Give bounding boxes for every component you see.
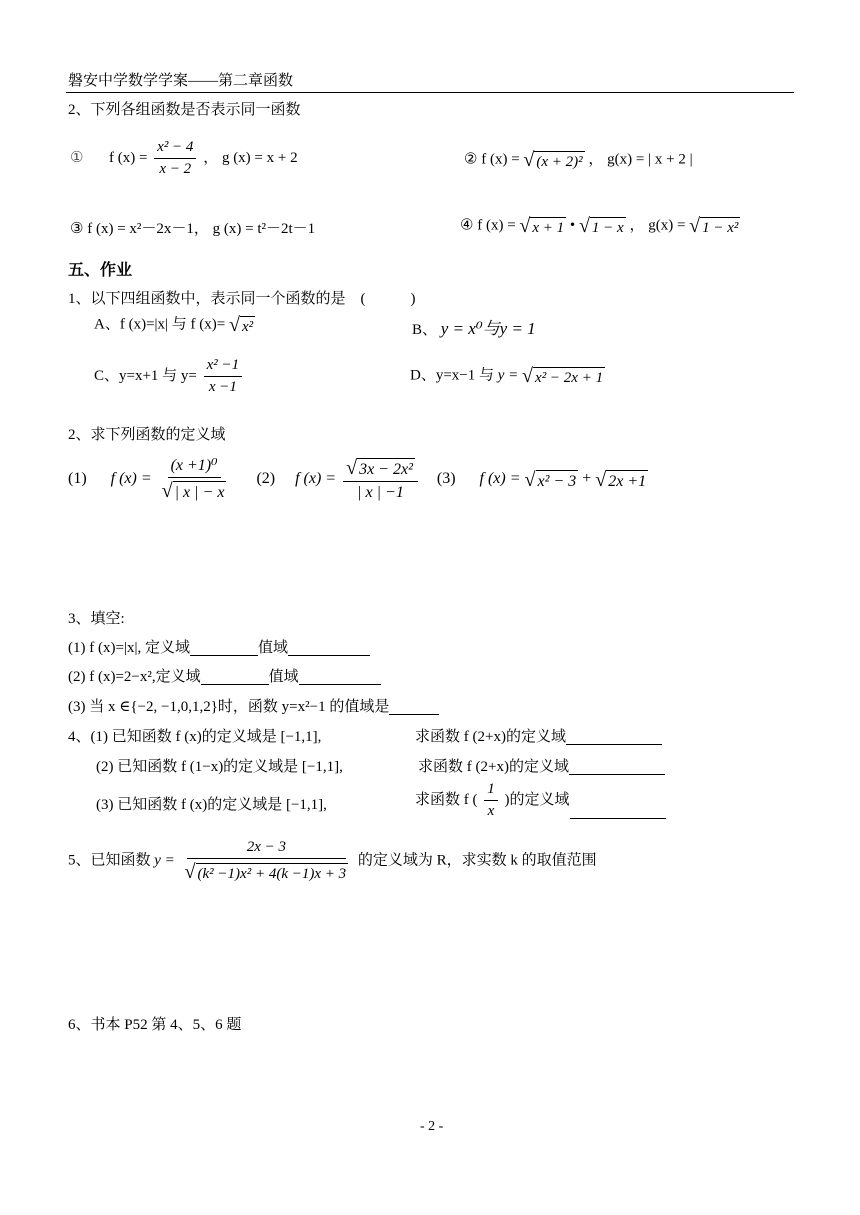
q5 — [68, 840, 597, 882]
q2-parts — [68, 458, 648, 501]
q3-l2-text-b: 值域 — [268, 669, 299, 685]
q3-stem: 3、填空: — [68, 611, 125, 627]
q4-l3-fraction — [484, 782, 498, 819]
q2-p3-plus: + — [582, 470, 592, 488]
item-4-g-label: ， g(x) = — [629, 217, 686, 234]
q2-p2-fraction — [343, 458, 418, 501]
q3-l2-text-a: (2) f (x)=2−x²,定义域 — [68, 669, 201, 685]
item-1-f-label: f (x) = — [108, 149, 148, 166]
q4-l3-blank[interactable] — [570, 818, 666, 819]
item-3-text: f (x) = x²－2x－1， g (x) = t²－2t－1 — [87, 221, 316, 237]
item-3 — [70, 222, 315, 237]
q1-c-fraction — [204, 358, 243, 395]
q1-d-label: D、y=x−1 与 — [410, 367, 495, 384]
q2-p2-denominator: | x | −1 — [357, 484, 404, 501]
q4-l3-text-c: )的定义域 — [504, 791, 570, 808]
item-1 — [70, 140, 298, 177]
item-2 — [464, 150, 693, 170]
q4-line-2 — [96, 760, 343, 775]
item-2-mark: ② — [464, 151, 478, 168]
q1-a-radical: √ x² — [228, 314, 254, 336]
q2-p2-label: (2) — [256, 470, 276, 488]
q3-line-2 — [68, 670, 381, 685]
q1-a-label: A、f (x)=|x| 与 f (x)= — [94, 316, 226, 333]
q2-p1-label: (1) — [68, 470, 87, 488]
q2-p1-fraction — [159, 458, 230, 501]
q5-tail: 的定义域为 R，求实数 k 的取值范围 — [357, 852, 597, 869]
q1-c-numerator: x² −1 — [204, 358, 243, 377]
q1-d-expr: y = — [497, 367, 519, 384]
item-1-mark: ① — [70, 149, 84, 166]
q4-l2-blank[interactable] — [569, 774, 665, 775]
q1-option-c — [94, 358, 245, 395]
q3-l1-text-b: 值域 — [257, 640, 288, 656]
q4-l3-text-a: (3) 已知函数 f (x)的定义域是 [−1,1], — [96, 797, 327, 813]
q4-line-1 — [68, 730, 321, 745]
q4-line-3-right — [415, 782, 666, 819]
q1-option-b — [412, 320, 536, 338]
q3-l3-blank[interactable] — [389, 714, 439, 715]
item-2-radical: √ (x + 2)² — [523, 149, 583, 171]
q2-p2-f: f (x) = — [295, 470, 337, 488]
q4-l3-numerator: 1 — [484, 782, 498, 801]
q5-numerator: 2x − 3 — [187, 840, 346, 859]
q5-label: 5、已知函数 — [68, 852, 151, 869]
q3-l1-text-a: (1) f (x)=|x|, 定义域 — [68, 640, 190, 656]
q3-l1-blank-domain[interactable] — [190, 655, 258, 656]
page-header: 磐安中学数学学案——第二章函数 — [68, 73, 294, 89]
q4-line-2-right — [418, 760, 665, 775]
q4-l3-text-b: 求函数 f ( — [415, 791, 478, 808]
item-1-g: ， g (x) = x + 2 — [203, 149, 298, 166]
q2-p3-label: (3) — [436, 470, 456, 488]
q4-l2-text-b: 求函数 f (2+x)的定义域 — [418, 759, 569, 775]
q1-stem: 1、以下四组函数中，表示同一个函数的是 ( ) — [68, 291, 416, 307]
q4-line-1-right — [415, 730, 662, 745]
item-4-dot: • — [569, 217, 576, 234]
q6: 6、书本 P52 第 4、5、6 题 — [68, 1017, 242, 1033]
q2-p1-denominator: √ | x | − x — [161, 480, 225, 502]
q2-p2-numerator: √ 3x − 2x² — [343, 458, 418, 482]
question-2-title: 2、下列各组函数是否表示同一函数 — [68, 102, 301, 118]
header-rule — [66, 92, 794, 93]
q3-l1-blank-range[interactable] — [288, 655, 370, 656]
q3-l2-blank-domain[interactable] — [201, 684, 269, 685]
q1-option-a — [94, 315, 255, 335]
item-4 — [460, 216, 740, 236]
item-1-fraction — [154, 140, 196, 177]
q3-l3-text: (3) 当 x ∈{−2, −1,0,1,2}时，函数 y=x²−1 的值域是 — [68, 699, 390, 715]
item-1-numerator: x² − 4 — [154, 140, 196, 159]
q3-line-3 — [68, 700, 439, 715]
q4-l1-blank[interactable] — [566, 744, 662, 745]
q2-p3-radical-2: √ 2x +1 — [595, 468, 647, 491]
q1-c-denominator: x −1 — [208, 379, 237, 395]
q1-d-radical: √ x² − 2x + 1 — [522, 365, 604, 387]
page-number: - 2 - — [420, 1119, 444, 1134]
q5-denominator: √ (k² −1)x² + 4(k −1)x + 3 — [184, 861, 347, 883]
q1-b-label: B、 — [412, 322, 438, 338]
item-2-g: ， g(x) = | x + 2 | — [588, 151, 693, 168]
item-4-radical-2: √ 1 − x — [578, 215, 624, 237]
item-3-mark: ③ — [70, 221, 84, 237]
q4-l1-text-b: 求函数 f (2+x)的定义域 — [415, 729, 566, 745]
item-4-radical-1: √ x + 1 — [519, 215, 565, 237]
q2-p1-numerator: (x +1)⁰ — [168, 458, 221, 478]
item-4-radical-3: √ 1 − x² — [689, 215, 739, 237]
q3-l2-blank-range[interactable] — [299, 684, 381, 685]
item-2-f-label: f (x) = — [481, 151, 520, 168]
q1-c-label: C、y=x+1 与 y= — [94, 367, 197, 384]
q4-l2-text-a: (2) 已知函数 f (1−x)的定义域是 [−1,1], — [96, 759, 343, 775]
q2-stem: 2、求下列函数的定义域 — [68, 427, 226, 443]
q3-line-1 — [68, 641, 370, 656]
item-4-f-label: f (x) = — [477, 217, 516, 234]
q1-option-d — [410, 366, 605, 386]
q5-fraction — [182, 840, 352, 882]
q2-p3-f: f (x) = — [479, 470, 521, 488]
q5-y: y = — [154, 852, 175, 869]
q1-b-expr: y = x⁰与y = 1 — [440, 319, 536, 338]
q2-p1-f: f (x) = — [110, 470, 152, 488]
q4-l3-denominator: x — [487, 803, 495, 819]
q2-p3-radical-1: √ x² − 3 — [524, 468, 577, 491]
item-4-mark: ④ — [460, 217, 474, 234]
item-1-denominator: x − 2 — [159, 161, 192, 177]
q4-line-3 — [96, 798, 327, 813]
section-5-title: 五、作业 — [68, 260, 133, 279]
q4-l1-text-a: 4、(1) 已知函数 f (x)的定义域是 [−1,1], — [68, 729, 322, 745]
